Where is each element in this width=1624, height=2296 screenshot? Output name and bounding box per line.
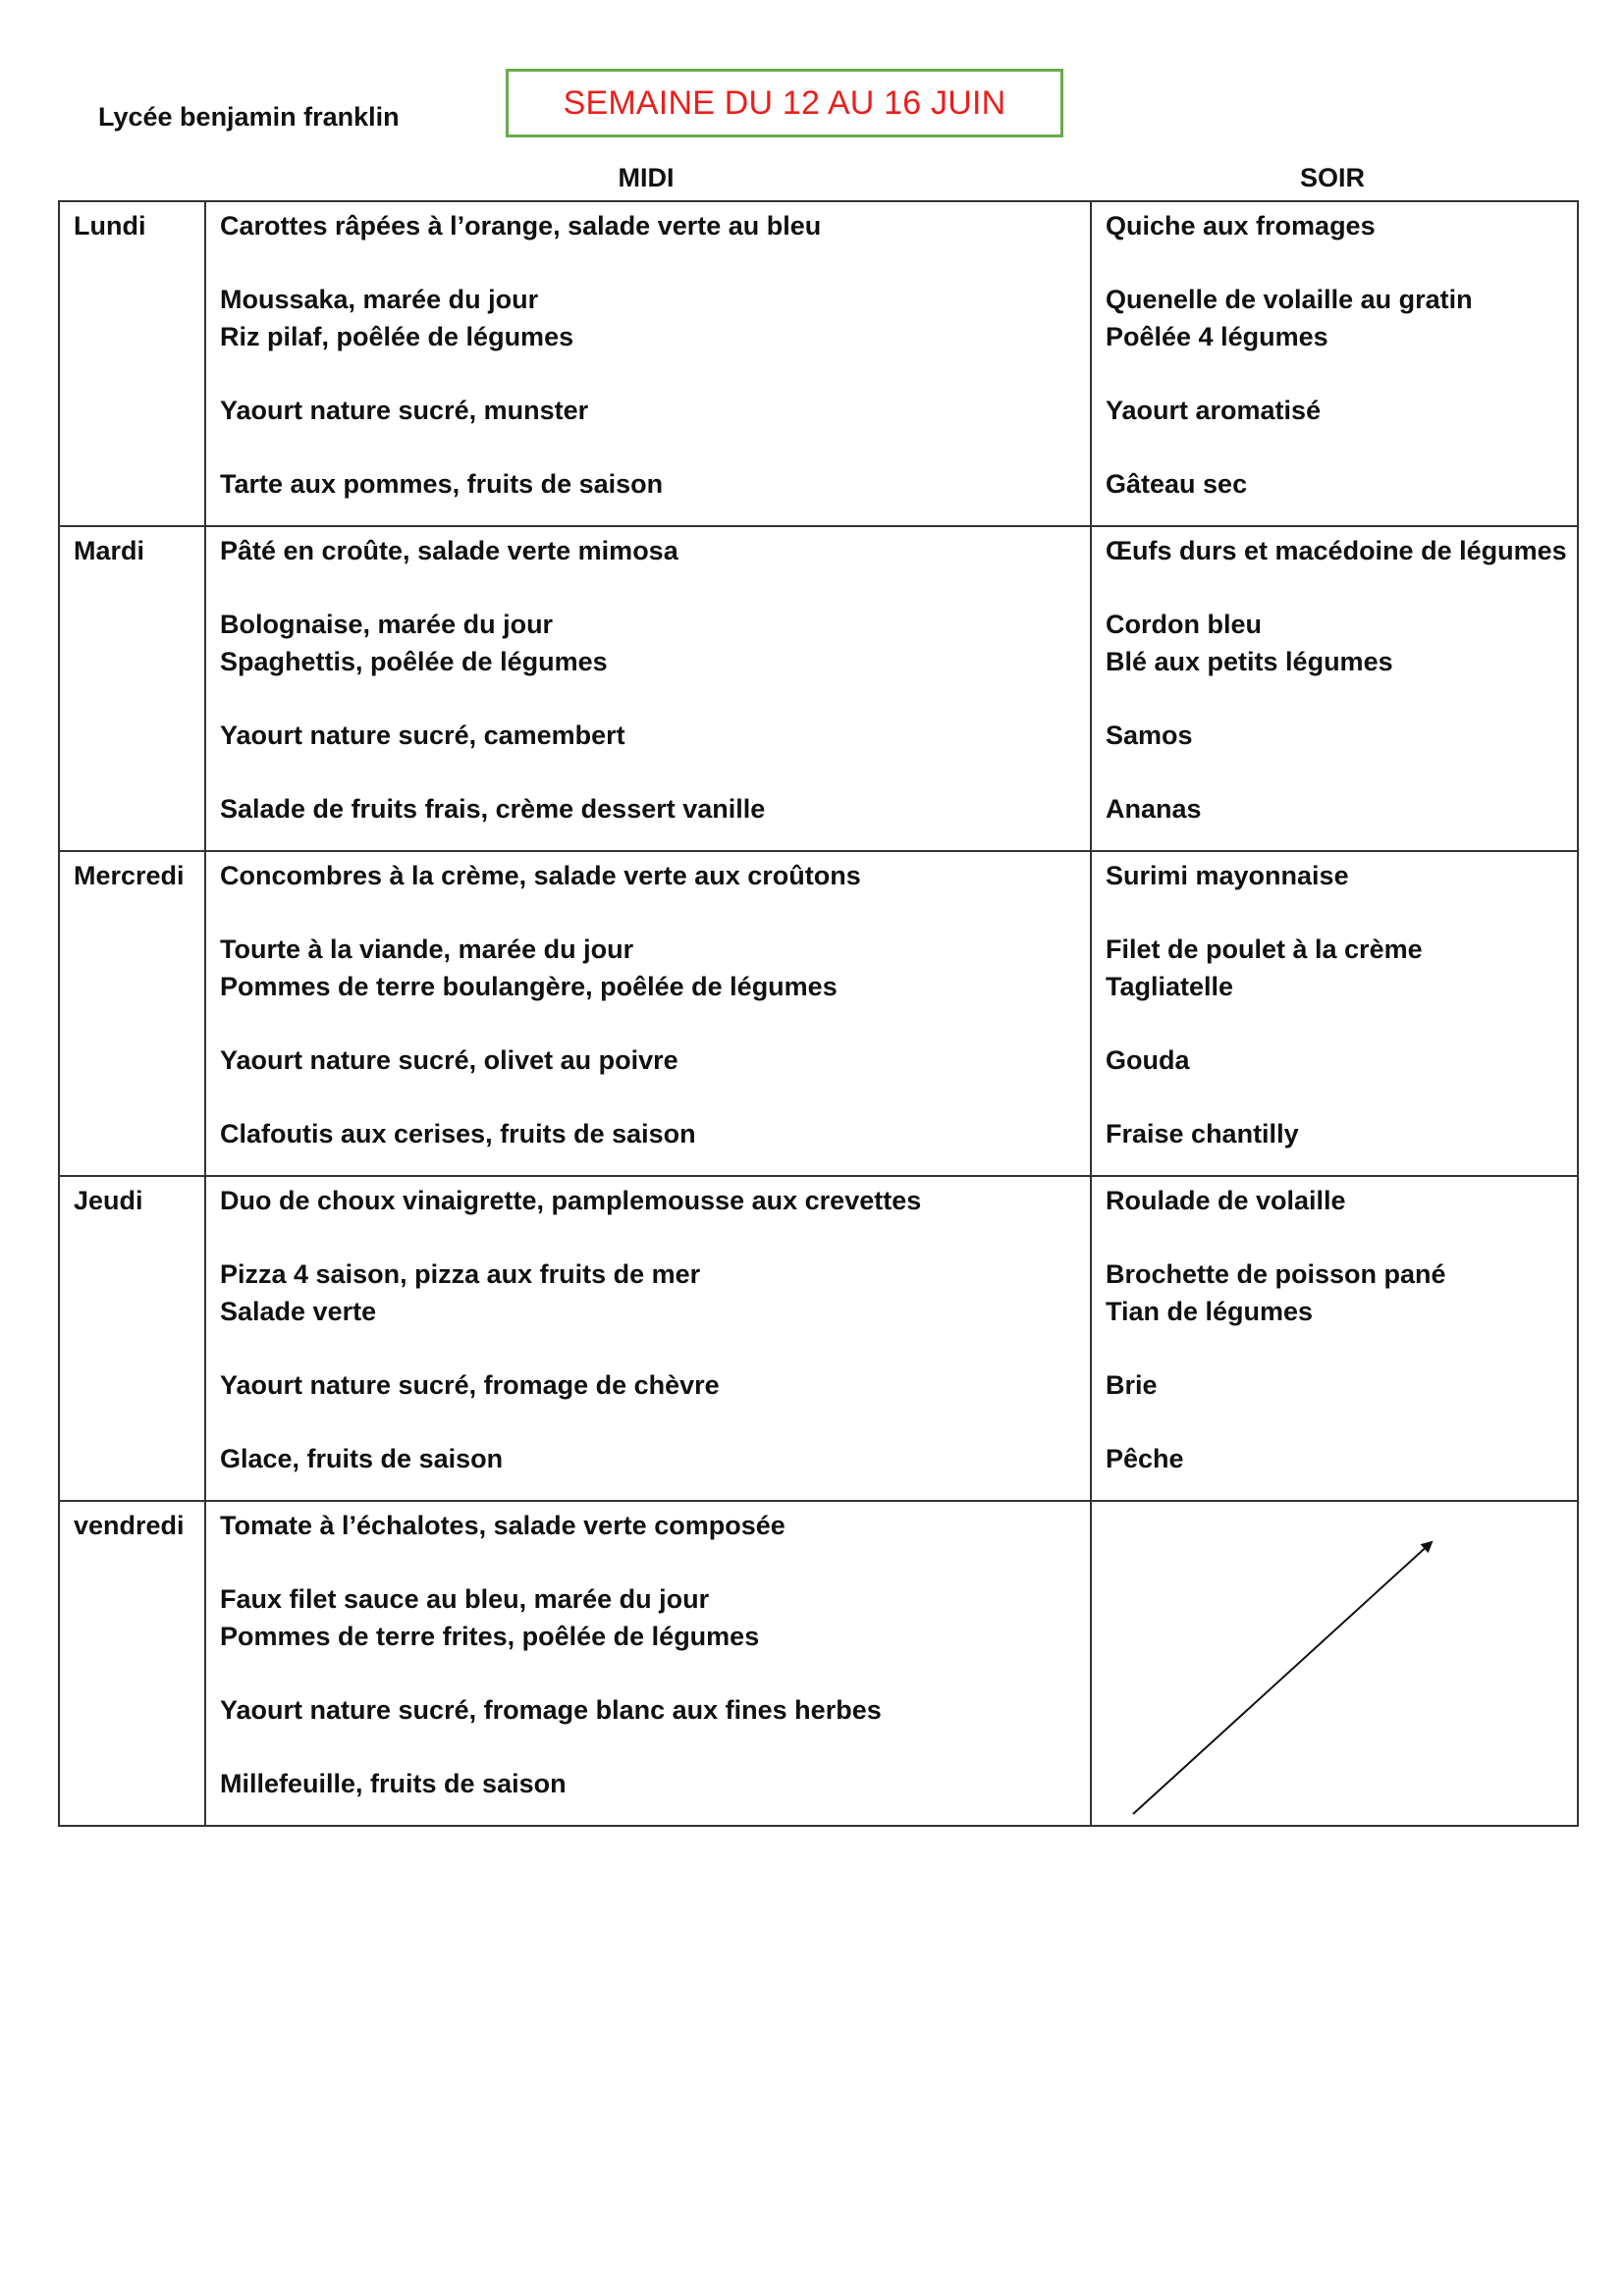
soir-cheese: Brie — [1106, 1369, 1158, 1400]
soir-cheese: Yaourt aromatisé — [1106, 395, 1322, 425]
day-name: Jeudi — [74, 1186, 143, 1215]
soir-starter: Surimi mayonnaise — [1106, 861, 1349, 890]
midi-starter: Carottes râpées à l’orange, salade verte au bleu — [220, 211, 822, 240]
school-name: Lycée benjamin franklin — [98, 102, 400, 132]
midi-cell — [205, 851, 1091, 1176]
midi-main-2: Pommes de terre boulangère, poêlée de légumes — [220, 971, 838, 1001]
column-header-soir: SOIR — [1299, 163, 1365, 192]
soir-starter: Œufs durs et macédoine de légumes — [1106, 536, 1567, 565]
soir-cell-empty — [1091, 1501, 1578, 1826]
midi-dessert: Glace, fruits de saison — [220, 1443, 504, 1473]
midi-cell — [205, 201, 1091, 526]
menu-row-vendredi — [59, 1501, 1578, 1826]
midi-starter: Duo de choux vinaigrette, pamplemousse aux crevettes — [220, 1186, 922, 1215]
midi-main-2: Riz pilaf, poêlée de légumes — [220, 321, 574, 351]
midi-cheese: Yaourt nature sucré, olivet au poivre — [220, 1044, 678, 1075]
midi-dessert: Clafoutis aux cerises, fruits de saison — [220, 1118, 696, 1148]
midi-starter: Pâté en croûte, salade verte mimosa — [220, 536, 678, 565]
day-name: Mercredi — [74, 861, 185, 890]
soir-starter: Roulade de volaille — [1106, 1186, 1346, 1215]
soir-starter: Quiche aux fromages — [1106, 211, 1376, 240]
midi-cheese: Yaourt nature sucré, fromage blanc aux fines herbes — [220, 1694, 882, 1725]
soir-main-1: Brochette de poisson pané — [1106, 1259, 1446, 1289]
soir-dessert: Gâteau sec — [1106, 468, 1248, 499]
midi-cell — [205, 1176, 1091, 1501]
day-cell — [59, 201, 205, 526]
midi-cheese: Yaourt nature sucré, fromage de chèvre — [220, 1369, 720, 1400]
soir-main-2: Poêlée 4 légumes — [1106, 321, 1328, 351]
soir-cheese: Samos — [1106, 720, 1193, 750]
day-cell — [59, 1176, 205, 1501]
day-cell — [59, 526, 205, 851]
soir-main-2: Tian de légumes — [1106, 1296, 1314, 1326]
week-title: SEMAINE DU 12 AU 16 JUIN — [563, 83, 1006, 122]
day-cell — [59, 851, 205, 1176]
midi-starter: Tomate à l’échalotes, salade verte composée — [220, 1511, 785, 1540]
menu-row-jeudi — [59, 1176, 1578, 1501]
soir-cell — [1091, 1176, 1578, 1501]
soir-dessert: Ananas — [1106, 793, 1202, 824]
soir-cell — [1091, 201, 1578, 526]
diagonal-arrow-icon — [1092, 1502, 1577, 1825]
day-name: Lundi — [74, 211, 146, 240]
soir-main-1: Filet de poulet à la crème — [1106, 934, 1423, 964]
midi-main-2: Pommes de terre frites, poêlée de légumes — [220, 1621, 760, 1651]
soir-cheese: Gouda — [1106, 1044, 1190, 1075]
midi-cheese: Yaourt nature sucré, camembert — [220, 720, 625, 750]
week-title-box — [506, 69, 1063, 137]
day-name: Mardi — [74, 536, 145, 565]
soir-main-2: Blé aux petits légumes — [1106, 646, 1393, 676]
day-cell — [59, 1501, 205, 1826]
midi-cell — [205, 526, 1091, 851]
soir-cell — [1091, 851, 1578, 1176]
day-name: vendredi — [74, 1511, 185, 1540]
midi-starter: Concombres à la crème, salade verte aux croûtons — [220, 861, 861, 890]
midi-dessert: Salade de fruits frais, crème dessert vanille — [220, 793, 766, 824]
midi-cell — [205, 1501, 1091, 1826]
column-header-midi: MIDI — [618, 163, 675, 192]
soir-dessert: Fraise chantilly — [1106, 1118, 1299, 1148]
midi-cheese: Yaourt nature sucré, munster — [220, 395, 589, 425]
soir-dessert: Pêche — [1106, 1443, 1184, 1473]
soir-main-1: Quenelle de volaille au gratin — [1106, 285, 1473, 314]
midi-main-1: Moussaka, marée du jour — [220, 285, 539, 314]
midi-main-1: Bolognaise, marée du jour — [220, 610, 554, 639]
soir-main-2: Tagliatelle — [1106, 971, 1234, 1001]
midi-main-1: Pizza 4 saison, pizza aux fruits de mer — [220, 1259, 701, 1289]
midi-main-2: Salade verte — [220, 1296, 377, 1326]
soir-cell — [1091, 526, 1578, 851]
menu-row-mardi — [59, 526, 1578, 851]
midi-main-1: Tourte à la viande, marée du jour — [220, 934, 634, 964]
menu-table — [58, 200, 1579, 1827]
midi-main-2: Spaghettis, poêlée de légumes — [220, 646, 608, 676]
midi-dessert: Millefeuille, fruits de saison — [220, 1768, 567, 1798]
menu-row-lundi — [59, 201, 1578, 526]
midi-dessert: Tarte aux pommes, fruits de saison — [220, 468, 664, 499]
midi-main-1: Faux filet sauce au bleu, marée du jour — [220, 1584, 710, 1614]
soir-main-1: Cordon bleu — [1106, 610, 1262, 639]
menu-row-mercredi — [59, 851, 1578, 1176]
